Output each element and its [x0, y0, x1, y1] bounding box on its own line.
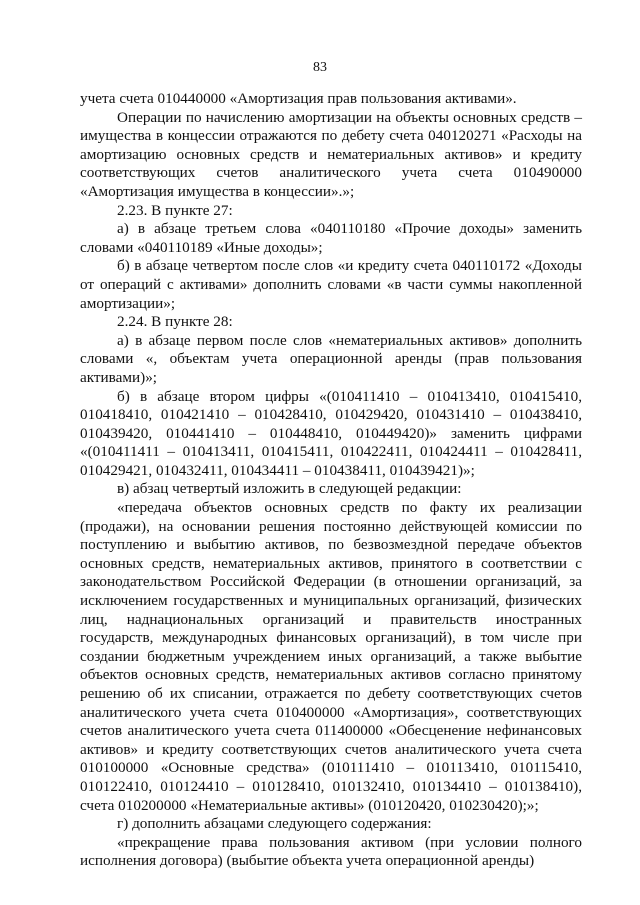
- paragraph-6: 2.24. В пункте 28:: [117, 313, 233, 331]
- paragraph-1: учета счета 010440000 «Амортизация прав пользования активами».: [80, 90, 517, 107]
- paragraph-8: б) в абзаце втором цифры «(010411410 – 010413410, 010415410, 010418410, 010421410 – 010428410, 010429420, 010431410 – 010438410, 010439420, 010441410 – 010448410, 010449420)» заменить цифрами «(010411411 – 010413411, 010415411, 010422411, 010424411 – 010428411, 010429421, 010432411, 010434411 – 010438411, 010439421)»;: [80, 387, 582, 479]
- paragraph-10: «передача объектов основных средств по факту их реализации (продажи), на основании решения постоянно действующей комиссии по поступлению и выбытию активов, по безвозмездной передаче объектов основных средств, нематериальных активов, принятого в соответствии с законодательством Российской Федерации (в отношении организаций, за исключением государственных и муниципальных организаций, физических лиц, наднациональных организаций и правительств иностранных государств, международных финансовых организаций), в том числе при создании бюджетным учреждением иных организаций, а также выбытие объектов основных средств, нематериальных активов согласно принятому решению об их списании, отражается по дебету соответствующих счетов аналитического учета счета 010400000 «Амортизация», соответствующих счетов аналитического учета счета 011400000 «Обесценение нефинансовых активов» и кредиту соответствующих счетов аналитического учета счета 010100000 «Основные средства» (010111410 – 010113410, 010115410, 010122410, 010124410 – 010128410, 010132410, 010134410 – 010138410), счета 010200000 «Нематериальные активы» (010120420, 010230420);»;: [80, 499, 582, 814]
- paragraph-9: в) абзац четвертый изложить в следующей редакции:: [117, 480, 462, 498]
- paragraph-2: Операции по начислению амортизации на объекты основных средств – имущества в концессии отражаются по дебету счета 040120271 «Расходы на амортизацию основных средств и нематериальных активов» и кредиту соответствующих счетов аналитического учета счета 010490000 «Амортизация имущества в концессии».»;: [80, 108, 582, 200]
- paragraph-12: «прекращение права пользования активом (при условии полного исполнения договора) (выбытие объекта учета операционной аренды): [80, 833, 582, 870]
- paragraph-11: г) дополнить абзацами следующего содержания:: [117, 815, 432, 833]
- paragraph-5: б) в абзаце четвертом после слов «и кредиту счета 040110172 «Доходы от операций с активами» дополнить словами «в части суммы накопленной амортизации»;: [80, 257, 582, 312]
- paragraph-7: а) в абзаце первом после слов «нематериальных активов» дополнить словами «, объектам учета операционной аренды (прав пользования активами)»;: [80, 331, 582, 386]
- page-number: 83: [313, 60, 327, 75]
- paragraph-4: а) в абзаце третьем слова «040110180 «Прочие доходы» заменить словами «040110189 «Иные доходы»;: [80, 220, 582, 256]
- paragraph-3: 2.23. В пункте 27:: [117, 201, 233, 219]
- document-body: [80, 90, 582, 871]
